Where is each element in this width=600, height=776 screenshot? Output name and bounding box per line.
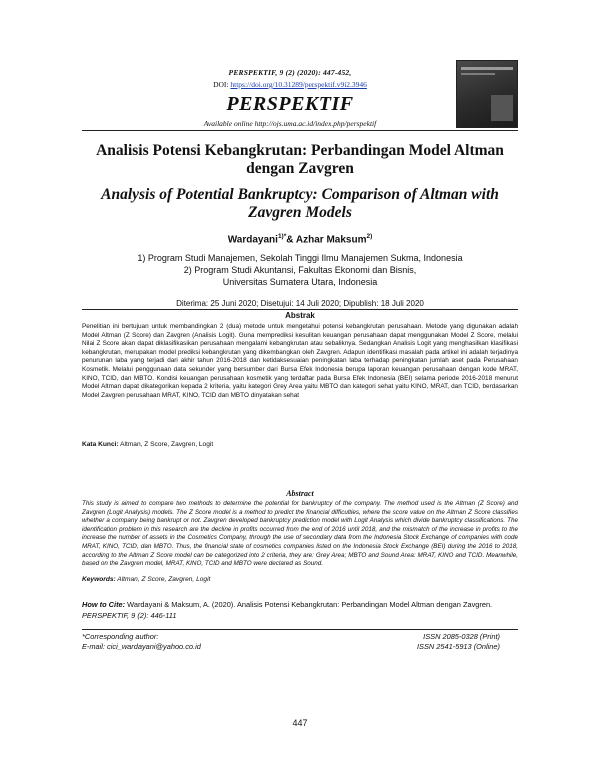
author-1-marker: 1)* xyxy=(277,233,287,240)
corresponding-author xyxy=(82,632,302,652)
cover-block xyxy=(491,95,513,121)
journal-cover-image xyxy=(456,60,518,128)
affiliation-2-cont: Universitas Sumatera Utara, Indonesia xyxy=(222,277,378,287)
journal-header xyxy=(150,68,430,128)
kata-kunci xyxy=(82,441,518,448)
author-line xyxy=(82,233,518,245)
journal-name: PERSPEKTIF xyxy=(226,93,354,115)
corresponding-label: *Corresponding author: xyxy=(82,632,159,641)
author-2: & Azhar Maksum xyxy=(286,234,367,246)
kata-kunci-values: Altman, Z Score, Zavgren, Logit xyxy=(118,441,214,448)
kata-kunci-label: Kata Kunci: xyxy=(82,441,119,448)
affiliation-1: 1) Program Studi Manajemen, Sekolah Tinggi Ilmu Manajemen Sukma, Indonesia xyxy=(137,253,463,263)
doi-link[interactable]: https://doi.org/10.31289/perspektif.v9i2.3946 xyxy=(230,80,367,89)
cover-band xyxy=(461,67,513,70)
doi-prefix: DOI: xyxy=(213,80,231,89)
how-to-cite xyxy=(82,600,518,621)
dates-rule xyxy=(82,309,518,310)
how-to-cite-journal: PERSPEKTIF, 9 (2): 446-111 xyxy=(82,610,177,620)
affiliation-2: 2) Program Studi Akuntansi, Fakultas Ekonomi dan Bisnis, xyxy=(183,265,417,275)
abstract-body: This study is aimed to compare two methods to determine the potential for bankruptcy of the company. The method used is the Altman (Z Score) and Zavgren (Logit Analysis) models. The Z Score model is a method to predict the financial difficulties, where the score value on the Altman Z Score classifies whether a company being bankrupt or not. Zavgren developed bankruptcy prediction model with Logit Analysis which divide bankruptcy classifications. The identification problem in this research are the decline in profits occurred from the end of 2016 until 2018, and the mismatch of the increase in profits to the increase the number of assets in the Cosmetics Company, through the use of secondary data from the Indonesia Stock Exchange of companies with code MRAT, KINO, TCID, dan MBTO. Thus, the financial state of cosmetics companies listed on the Indonesia Stock Exchange (BEI) during the 2016 to 2018, according to the Altman Z Score model can be categorized into 2 criteria, they are: Grey Area; MBTO and Sound Area: MRAT, KINO and TCID. Meanwhile, based on the Zavgren model, MRAT, KINO, TCID and MBTO were declared as Sound. xyxy=(82,500,518,568)
issn-online: ISSN 2541-5913 (Online) xyxy=(417,642,500,651)
issn-block xyxy=(370,632,500,652)
author-1: Wardayani xyxy=(227,234,278,246)
available-online: Available online http://ojs.uma.ac.id/index.php/perspektif xyxy=(203,119,377,128)
doi-line xyxy=(150,80,430,89)
footer-rule xyxy=(82,629,518,630)
paper-title-indonesian: Analisis Potensi Kebangkrutan: Perbandingan Model Altman dengan Zavgren xyxy=(96,142,504,177)
how-to-cite-label: How to Cite: xyxy=(82,600,126,609)
keywords-label: Keywords: xyxy=(82,576,116,583)
keywords-values: Altman, Z Score, Zavgren, Logit xyxy=(115,576,211,583)
how-to-cite-text: Wardayani & Maksum, A. (2020). Analisis Potensi Kebangkrutan: Perbandingan Model Altman dengan Zavgren. xyxy=(125,600,493,609)
header-rule xyxy=(82,130,518,131)
keywords xyxy=(82,576,518,583)
abstrak-body: Penelitian ini bertujuan untuk membandingkan 2 (dua) metode untuk mengetahui potensi kebangkrutan perusahaan. Metode yang digunakan adalah Model Altman (Z Score) dan Zavgren (Analisis Logit). Guna memprediksi kesulitan keuangan perusahaan dapat menggunakan Model Z Score, melalui Nilai Z Score akan dapat diklasifikasikan perusahaan mengalami kebangkrutan atau sebaliknya. Sedangkan Analisis Logit yang menghasilkan klasifikasi kebangkrutan, merupakan model prediksi kebangkrutan yang dikembangkan oleh Zavgren. Adapun identifikasi masalah pada artikel ini adalah terjadinya penurunan laba yang terjadi dari akhir tahun 2016-2018 dan ketidaksesuaian peningkatan laba terhadap peningkatan jumlah aset pada Perusahaan Kosmetik. Melalui penggunaan data sekunder yang bersumber dari Bursa Efek Indonesia berupa laporan keuangan perusahaan dengan kode MRAT, KINO, TCID, dan MBTO. Kondisi keuangan perusahaan kosmetik yang terdaftar pada Bursa Efek Indonesia (BEI) selama periode 2016-2018 menurut Model Altman dapat dikategorikan kepada 2 kriteria, yaitu kategori Grey Area yaitu MBTO dan kategori sehat yaitu KINO, MRAT, dan TCID, berdasarkan Model Zavgren perusahaan MRAT, KINO, TCID dan MBTO dinyatakan sehat xyxy=(82,323,518,399)
cover-band-secondary xyxy=(461,73,495,75)
abstrak-heading: Abstrak xyxy=(285,311,315,320)
affiliations xyxy=(82,252,518,288)
submission-dates: Diterima: 25 Juni 2020; Disetujui: 14 Juli 2020; Dipublish: 18 Juli 2020 xyxy=(176,299,424,308)
abstract-heading: Abstract xyxy=(286,489,314,498)
author-2-marker: 2) xyxy=(366,233,373,240)
page-number: 447 xyxy=(292,718,308,728)
journal-citation-line: PERSPEKTIF, 9 (2) (2020): 447-452, xyxy=(228,68,352,77)
issn-print: ISSN 2085-0328 (Print) xyxy=(423,632,500,641)
corresponding-email: E-mail: cici_wardayani@yahoo.co.id xyxy=(82,642,201,651)
paper-title-english: Analysis of Potential Bankruptcy: Comparison of Altman with Zavgren Models xyxy=(101,186,499,221)
